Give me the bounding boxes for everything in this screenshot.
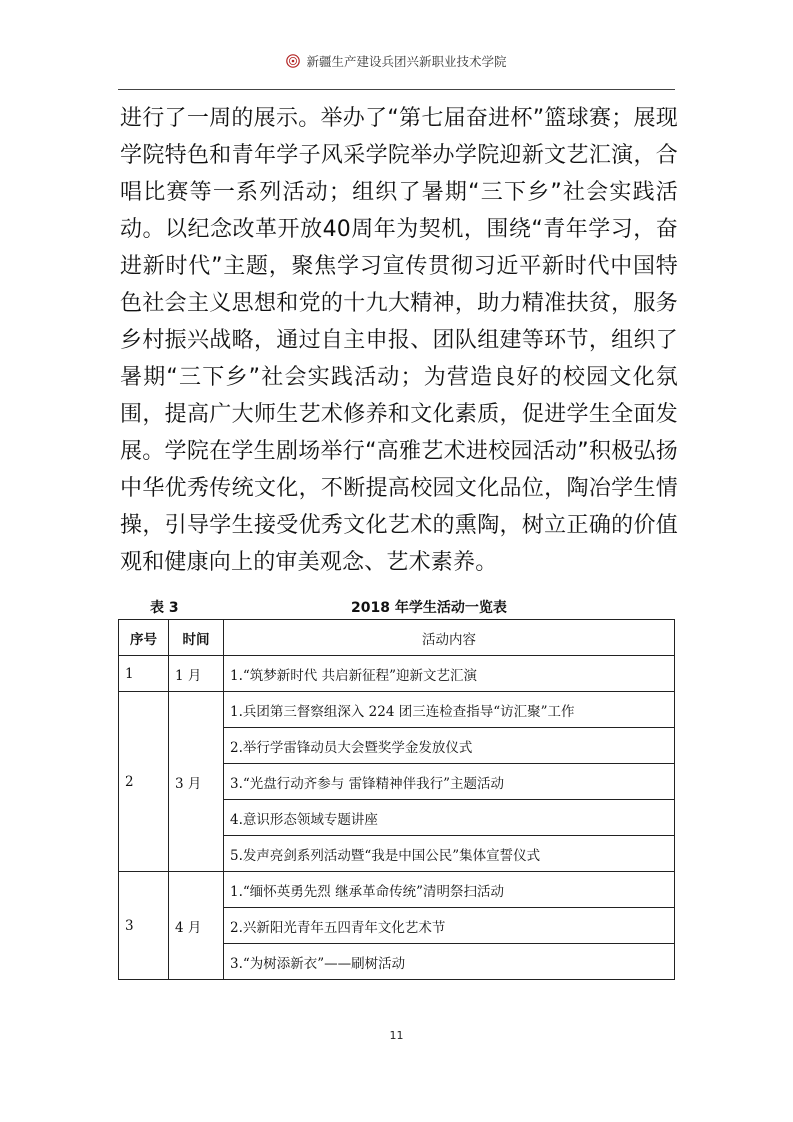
cell-activity: 3.“光盘行动齐参与 雷锋精神伴我行”主题活动 <box>224 764 675 800</box>
cell-no: 2 <box>119 692 169 872</box>
cell-time: 4 月 <box>169 872 224 980</box>
table-row <box>119 692 675 728</box>
cell-activity: 3.“为树添新衣”——刷树活动 <box>224 944 675 980</box>
header-divider <box>118 89 675 90</box>
page-header <box>118 52 675 82</box>
cell-activity: 5.发声亮剑系列活动暨“我是中国公民”集体宣誓仪式 <box>224 836 675 872</box>
cell-time: 3 月 <box>169 692 224 872</box>
table-label: 表 3 <box>150 600 179 616</box>
cell-time: 1 月 <box>169 656 224 692</box>
college-emblem-icon <box>286 54 300 68</box>
cell-activity: 4.意识形态领域专题讲座 <box>224 800 675 836</box>
page-number: 11 <box>389 1029 404 1042</box>
cell-activity: 1.“缅怀英勇先烈 继承革命传统”清明祭扫活动 <box>224 872 675 908</box>
table-title: 2018 年学生活动一览表 <box>351 600 507 616</box>
body-paragraph: 进行了一周的展示。举办了“第七届奋进杯”篮球赛；展现学院特色和青年学子风采学院举办学院迎新文艺汇演，合唱比赛等一系列活动；组织了暑期“三下乡”社会实践活动。以纪念改革开放40周年为契机，围绕“青年学习，奋进新时代”主题，聚焦学习宣传贯彻习近平新时代中国特色社会主义思想和党的十九大精神，助力精准扶贫，服务乡村振兴战略，通过自主申报、团队组建等环节，组织了暑期“三下乡”社会实践活动；为营造良好的校园文化氛围，提高广大师生艺术修养和文化素质，促进学生全面发展。学院在学生剧场举行“高雅艺术进校园活动”积极弘扬中华优秀传统文化，不断提高校园文化品位，陶冶学生情操，引导学生接受优秀文化艺术的熏陶，树立正确的价值观和健康向上的审美观念、艺术素养。 <box>120 106 678 575</box>
cell-activity: 2.举行学雷锋动员大会暨奖学金发放仪式 <box>224 728 675 764</box>
table-row <box>119 656 675 692</box>
cell-activity: 1.兵团第三督察组深入 224 团三连检查指导“访汇聚”工作 <box>224 692 675 728</box>
header-time: 时间 <box>169 620 224 656</box>
table-row <box>119 872 675 908</box>
cell-no: 3 <box>119 872 169 980</box>
table-header-row <box>119 620 675 656</box>
header-activity: 活动内容 <box>224 620 675 656</box>
cell-activity: 2.兴新阳光青年五四青年文化艺术节 <box>224 908 675 944</box>
header-no: 序号 <box>119 620 169 656</box>
cell-no: 1 <box>119 656 169 692</box>
body-text <box>120 100 678 581</box>
cell-activity: 1.“筑梦新时代 共启新征程”迎新文艺汇演 <box>224 656 675 692</box>
header-title: 新疆生产建设兵团兴新职业技术学院 <box>306 54 507 69</box>
activities-table <box>118 619 675 980</box>
